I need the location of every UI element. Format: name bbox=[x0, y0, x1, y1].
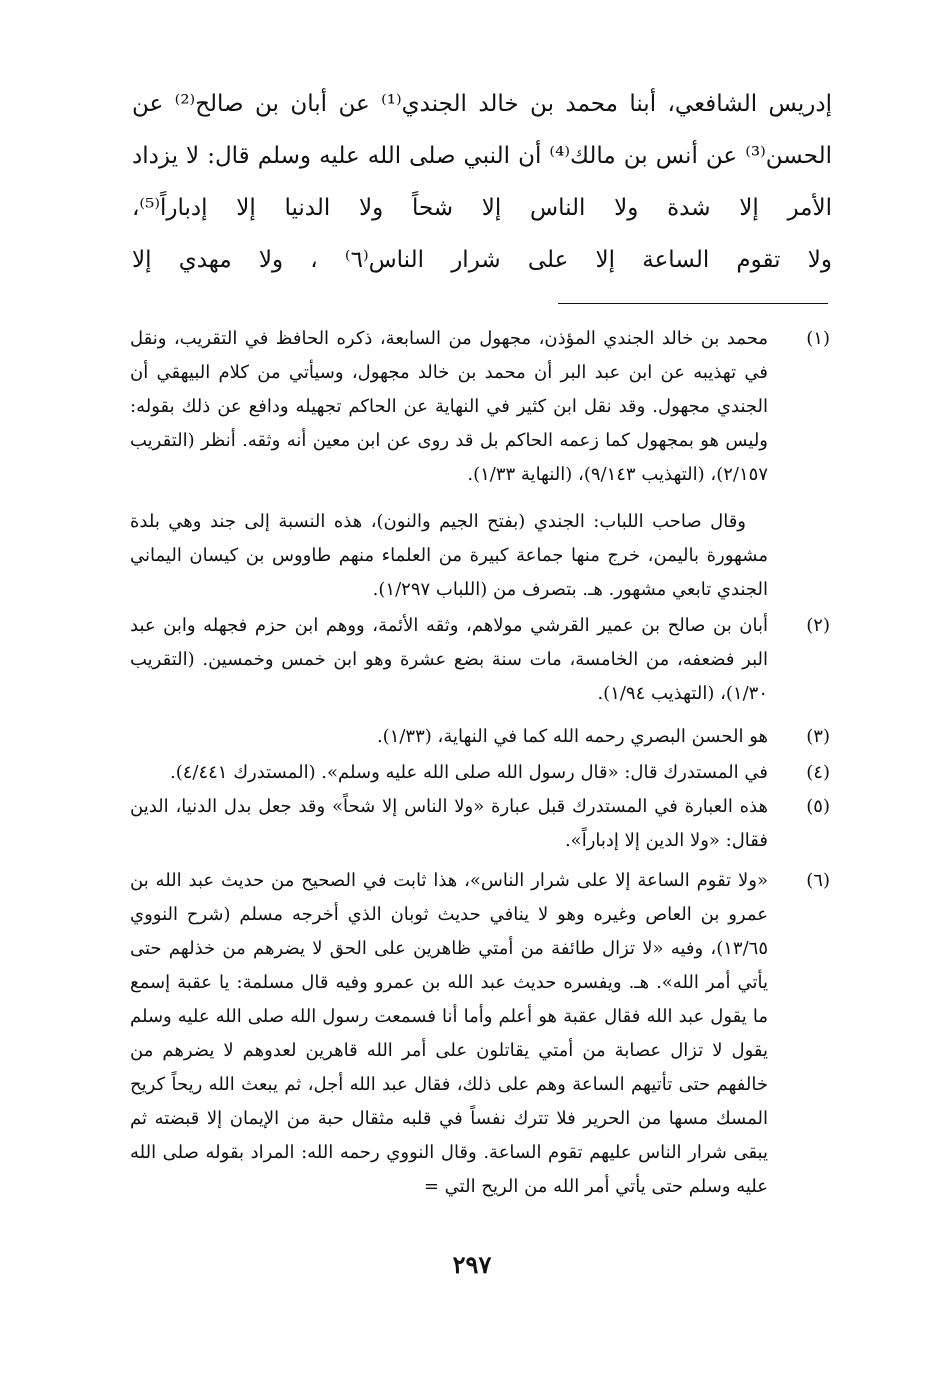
footnote-number: (٢) bbox=[806, 615, 830, 636]
footnote-text: «ولا تقوم الساعة إلا على شرار الناس»، هذا ثابت في الصحيح من حديث عبد الله بن عمرو بن العاص وغيره وهو لا ينافي حديث ثوبان الذي أخرجه مسلم (شرح النووي ١٣/٦٥)، وفيه «لا تزال طائفة من أمتي ظاهرين على الحق لا يضرهم من خذلهم حتى يأتي أمر الله». هـ. ويفسره حديث عبد الله بن عمرو وفيه قال مسلمة: يا عقبة إسمع ما يقول عبد الله فقال عقبة هو أعلم وأما أنا فسمعت رسول الله صلى الله عليه وسلم يقول لا تزال عصابة من أمتي يقاتلون على أمر الله قاهرين لعدوهم لا يضرهم من خالفهم حتى تأتيهم الساعة وهم على ذلك، فقال عبد الله أجل، ثم يبعث الله ريحاً كريح المسك مسها من الحرير فلا تترك نفساً في قلبه مثقال حبة من الإيمان إلا قبضته ثم يبقى شرار الناس عليهم تقوم الساعة. وقال النووي رحمه الله: المراد بقوله صلى الله عليه وسلم حتى يأتي أمر الله من الريح التي = bbox=[130, 870, 768, 1197]
footnote-text: هو الحسن البصري رحمه الله كما في النهاية، (١/٣٣). bbox=[376, 726, 768, 747]
footnote-number: (٥) bbox=[806, 796, 830, 817]
footnote-number: (٤) bbox=[806, 762, 830, 783]
main-text-line: الأمر إلا شدة ولا الناس إلا شحاً ولا الدنيا إلا إدباراً⁽⁵⁾، bbox=[132, 195, 832, 221]
footnote-number: (٦) bbox=[806, 870, 830, 891]
main-text-line: ولا تقوم الساعة إلا على شرار الناس⁽٦⁾ ، ولا مهدي إلا bbox=[132, 247, 832, 273]
footnote-text: هذه العبارة في المستدرك قبل عبارة «ولا الناس إلا شحاً» وقد جعل بدل الدنيا، الدين فقال: «ولا الدين إلا إدباراً». bbox=[130, 796, 768, 851]
footnote-separator bbox=[558, 303, 828, 304]
footnote-text: أبان بن صالح بن عمير القرشي مولاهم، وثقه الأئمة، ووهم ابن حزم فجهله وابن عبد البر فضعفه، من الخامسة، مات سنة بضع عشرة وهو ابن خمس وخمسين. (التقريب ١/٣٠)، (التهذيب ١/٩٤). bbox=[130, 615, 768, 704]
footnote-number: (٣) bbox=[806, 726, 830, 747]
footnote-text: وقال صاحب اللباب: الجندي (بفتح الجيم والنون)، هذه النسبة إلى جند وهي بلدة مشهورة باليمن، خرج منها جماعة كبيرة من العلماء منهم طاووس بن كيسان اليماني الجندي تابعي مشهور. هـ. بتصرف من (اللباب ١/٢٩٧). bbox=[130, 511, 768, 600]
main-text-line: الحسن⁽³⁾ عن أنس بن مالك⁽⁴⁾ أن النبي صلى الله عليه وسلم قال: لا يزداد bbox=[132, 143, 832, 169]
main-text bbox=[132, 78, 832, 286]
footnote-text: محمد بن خالد الجندي المؤذن، مجهول من السابعة، ذكره الحافظ في التقريب، ونقل في تهذيبه عن ابن عبد البر أن محمد بن خالد مجهول، وسيأتي من كلام البيهقي أن الجندي مجهول. وقد نقل ابن كثير في النهاية عن الحاكم تجهيله ودافع عن ذلك بقوله: وليس هو بمجهول كما زعمه الحاكم بل قد روى عن ابن معين أنه وثقه. أنظر (التقريب ٢/١٥٧)، (التهذيب ٩/١٤٣)، (النهاية ١/٣٣). bbox=[130, 328, 768, 485]
page-number: ٢٩٧ bbox=[452, 1250, 492, 1279]
footnote-number: (١) bbox=[806, 328, 830, 349]
main-text-line: إدريس الشافعي، أبنا محمد بن خالد الجندي⁽¹⁾ عن أبان بن صالح⁽²⁾ عن bbox=[132, 91, 833, 117]
footnote-text: في المستدرك قال: «قال رسول الله صلى الله عليه وسلم». (المستدرك ٤/٤٤١). bbox=[169, 762, 768, 783]
